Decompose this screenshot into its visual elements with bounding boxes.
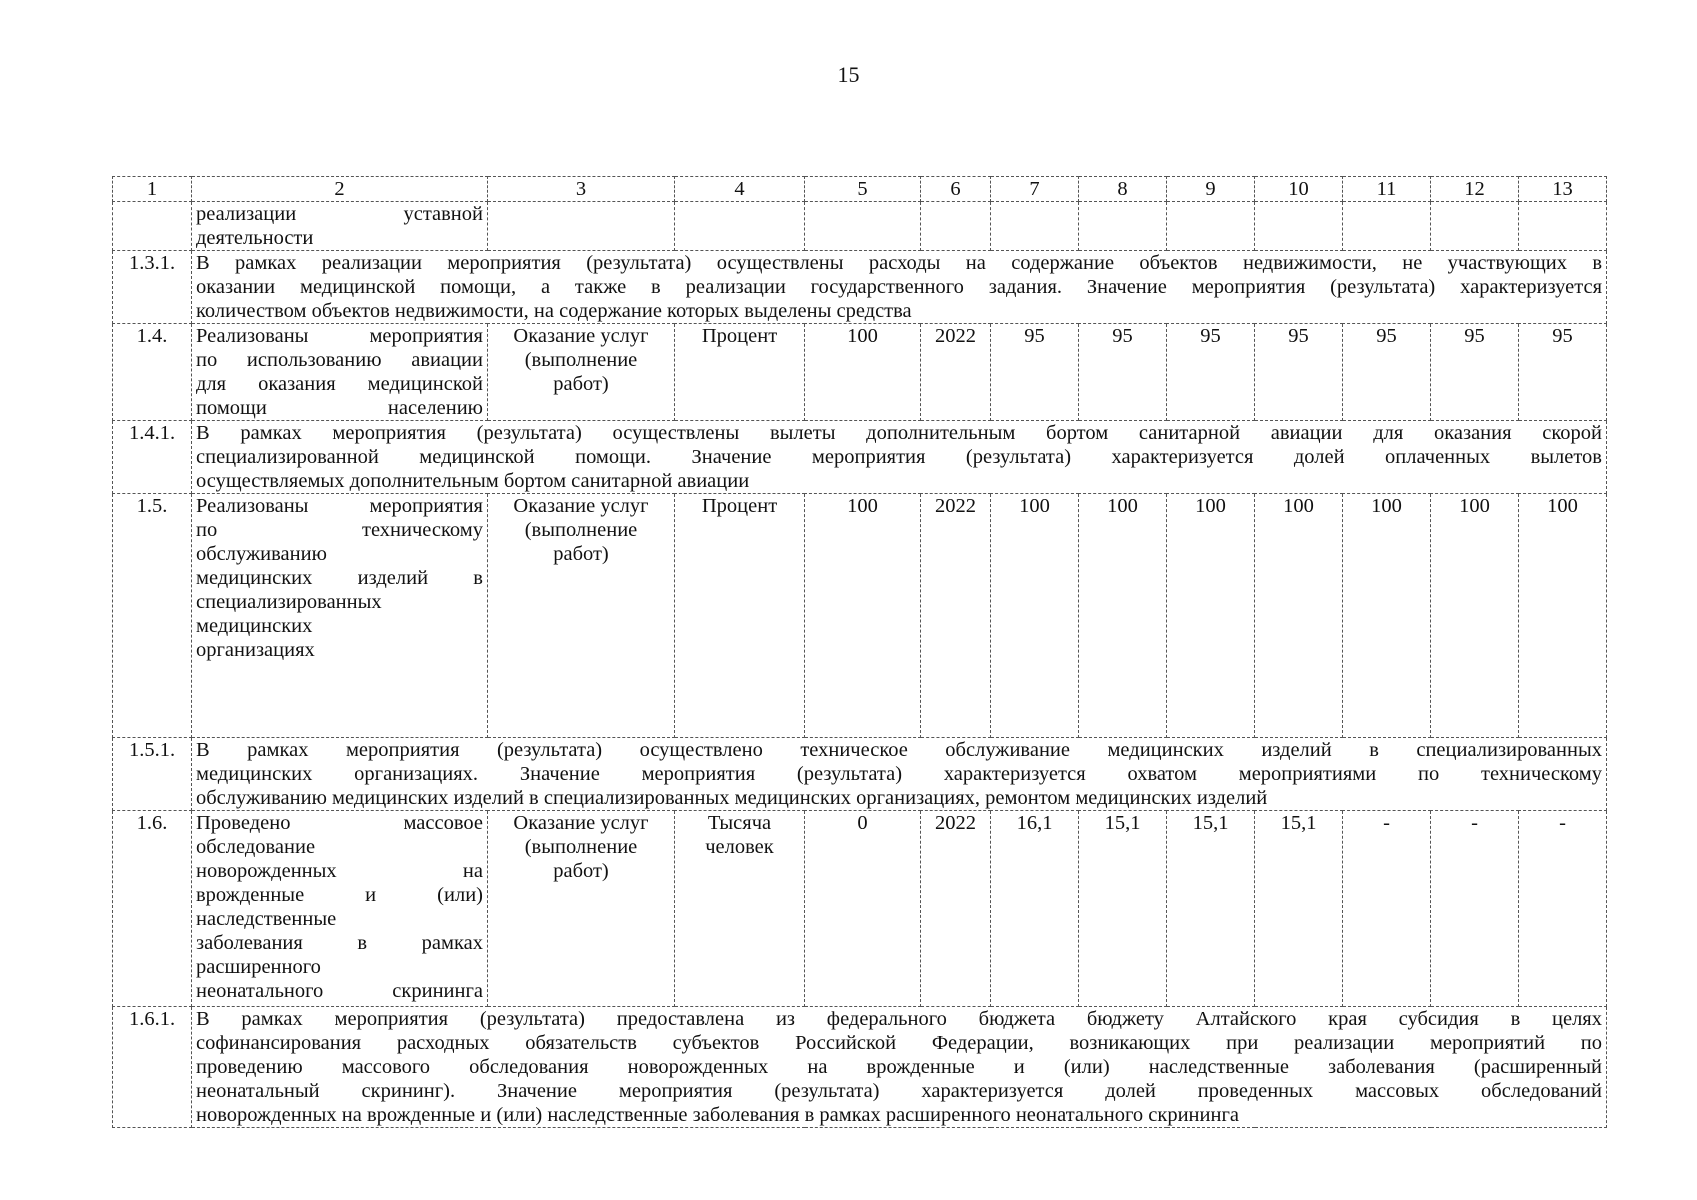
cell-line: софинансирования расходных обязательств субъектов Российской Федерации, возникающих при реализации мероприятий по [196,1032,1602,1054]
column-header: 4 [675,177,805,202]
row-base-value: 0 [805,811,921,1007]
row-year-value [1079,202,1167,251]
row-unit [675,811,805,1007]
row-number: 1.6.1. [113,1007,192,1128]
cell-line: оказании медицинской помощи, а также в реализации государственного задания. Значение мероприятия (результата) характеризуется [196,276,1602,298]
column-header: 3 [488,177,675,202]
row-year-value: - [1431,811,1519,1007]
row-year-value [1343,202,1431,251]
row-year-value [1431,202,1519,251]
column-header: 6 [921,177,991,202]
row-base-value: 100 [805,324,921,421]
row-year-value [1255,202,1343,251]
row-year-value: - [1343,811,1431,1007]
table-body [113,177,1607,1128]
cell-line: неонатального скрининга [196,980,483,1002]
row-base-year: 2022 [921,324,991,421]
cell-line: медицинских изделий в [196,567,483,589]
row-number: 1.5.1. [113,738,192,811]
cell-line: деятельности [196,227,314,249]
row-year-value: 95 [1079,324,1167,421]
row-year-value: 15,1 [1079,811,1167,1007]
row-number: 1.4.1. [113,421,192,494]
row-name [192,811,488,1007]
cell-line: новорожденных на врожденные и (или) наследственные заболевания в рамках расширенного неонатального скрининга [196,1104,1239,1126]
row-year-value: 15,1 [1167,811,1255,1007]
cell-line: Процент [701,325,778,347]
cell-line: осуществляемых дополнительным бортом санитарной авиации [196,470,750,492]
cell-line: работ) [553,543,609,565]
cell-line: специализированных [196,591,382,613]
table-row [113,421,1607,494]
indicators-table [112,176,1607,1128]
row-number: 1.6. [113,811,192,1007]
cell-line: по техническому [196,519,483,541]
row-base-value [805,202,921,251]
column-header: 2 [192,177,488,202]
cell-line: количеством объектов недвижимости, на содержание которых выделены средства [196,300,912,322]
row-year-value: 100 [991,494,1079,738]
row-type [488,494,675,738]
cell-line: заболевания в рамках [196,932,483,954]
row-year-value: 95 [1343,324,1431,421]
row-unit [675,324,805,421]
cell-line: работ) [553,860,609,882]
row-year-value: 95 [1519,324,1607,421]
cell-line: В рамках мероприятия (результата) предоставлена из федерального бюджета бюджету Алтайского края субсидия в целях [196,1008,1602,1030]
cell-line: Тысяча [707,812,772,834]
row-year-value: 100 [1519,494,1607,738]
cell-line: Реализованы мероприятия [196,325,483,347]
row-name [192,324,488,421]
cell-line: медицинских [196,615,313,637]
row-name [192,202,488,251]
row-description [192,251,1607,324]
cell-line: обслуживанию медицинских изделий в специализированных медицинских организациях, ремонтом медицинских изделий [196,787,1268,809]
row-base-value: 100 [805,494,921,738]
cell-line: В рамках мероприятия (результата) осуществлены вылеты дополнительным бортом санитарной авиации для оказания скорой [196,422,1602,444]
cell-line: (выполнение [524,519,638,541]
cell-line: новорожденных на [196,860,483,882]
table-row [113,202,1607,251]
cell-line: Оказание услуг [513,812,649,834]
row-number: 1.3.1. [113,251,192,324]
table-row [113,811,1607,1007]
row-year-value: - [1519,811,1607,1007]
row-year-value: 100 [1343,494,1431,738]
row-number: 1.4. [113,324,192,421]
row-name [192,494,488,738]
row-number [113,202,192,251]
cell-line: Оказание услуг [513,325,649,347]
cell-line: реализации уставной [196,203,483,225]
cell-line: Проведено массовое [196,812,483,834]
row-base-year: 2022 [921,494,991,738]
column-header: 9 [1167,177,1255,202]
cell-line: специализированной медицинской помощи. Значение мероприятия (результата) характеризуется долей оплаченных вылетов [196,446,1602,468]
table-row [113,1007,1607,1128]
column-header: 12 [1431,177,1519,202]
row-year-value: 95 [991,324,1079,421]
row-description [192,1007,1607,1128]
row-year-value: 95 [1255,324,1343,421]
table-row [113,251,1607,324]
column-header: 11 [1343,177,1431,202]
cell-line: (выполнение [524,836,638,858]
cell-line: наследственные [196,908,337,930]
table-row [113,494,1607,738]
cell-line: человек [705,836,774,858]
row-base-year: 2022 [921,811,991,1007]
column-header: 10 [1255,177,1343,202]
row-base-year [921,202,991,251]
cell-line: расширенного [196,956,321,978]
cell-line: (выполнение [524,349,638,371]
row-year-value [991,202,1079,251]
cell-line: врожденные и (или) [196,884,483,906]
cell-line: неонатальный скрининг). Значение мероприятия (результата) характеризуется долей проведенных массовых обследований [196,1080,1602,1102]
row-year-value: 95 [1167,324,1255,421]
row-year-value: 100 [1431,494,1519,738]
row-type [488,324,675,421]
column-header: 1 [113,177,192,202]
page-number: 15 [837,62,860,87]
row-description [192,738,1607,811]
cell-line: В рамках реализации мероприятия (результата) осуществлены расходы на содержание объектов недвижимости, не участвующих в [196,252,1602,274]
row-year-value: 15,1 [1255,811,1343,1007]
cell-line: организациях [196,639,315,661]
cell-line: Реализованы мероприятия [196,495,483,517]
row-type [488,202,675,251]
cell-line: В рамках мероприятия (результата) осуществлено техническое обслуживание медицинских изделий в специализированных [196,739,1602,761]
row-year-value: 100 [1167,494,1255,738]
row-year-value: 95 [1431,324,1519,421]
cell-line: медицинских организациях. Значение мероприятия (результата) характеризуется охватом мероприятиями по техническому [196,763,1602,785]
row-year-value [1519,202,1607,251]
cell-line: помощи населению [196,397,483,419]
row-year-value: 100 [1255,494,1343,738]
table-row [113,738,1607,811]
table-row [113,324,1607,421]
cell-line: Процент [701,495,778,517]
row-year-value: 16,1 [991,811,1079,1007]
cell-line: обследование [196,836,316,858]
column-header: 5 [805,177,921,202]
row-description [192,421,1607,494]
header-row [113,177,1607,202]
column-header: 8 [1079,177,1167,202]
row-number: 1.5. [113,494,192,738]
column-header: 7 [991,177,1079,202]
cell-line: для оказания медицинской [196,373,483,395]
row-year-value [1167,202,1255,251]
row-unit [675,202,805,251]
cell-line: Оказание услуг [513,495,649,517]
row-unit [675,494,805,738]
column-header: 13 [1519,177,1607,202]
cell-line: работ) [553,373,609,395]
cell-line: проведению массового обследования новорожденных на врожденные и (или) наследственные заболевания (расширенный [196,1056,1602,1078]
row-year-value: 100 [1079,494,1167,738]
cell-line: по использованию авиации [196,349,483,371]
row-type [488,811,675,1007]
cell-line: обслуживанию [196,543,327,565]
